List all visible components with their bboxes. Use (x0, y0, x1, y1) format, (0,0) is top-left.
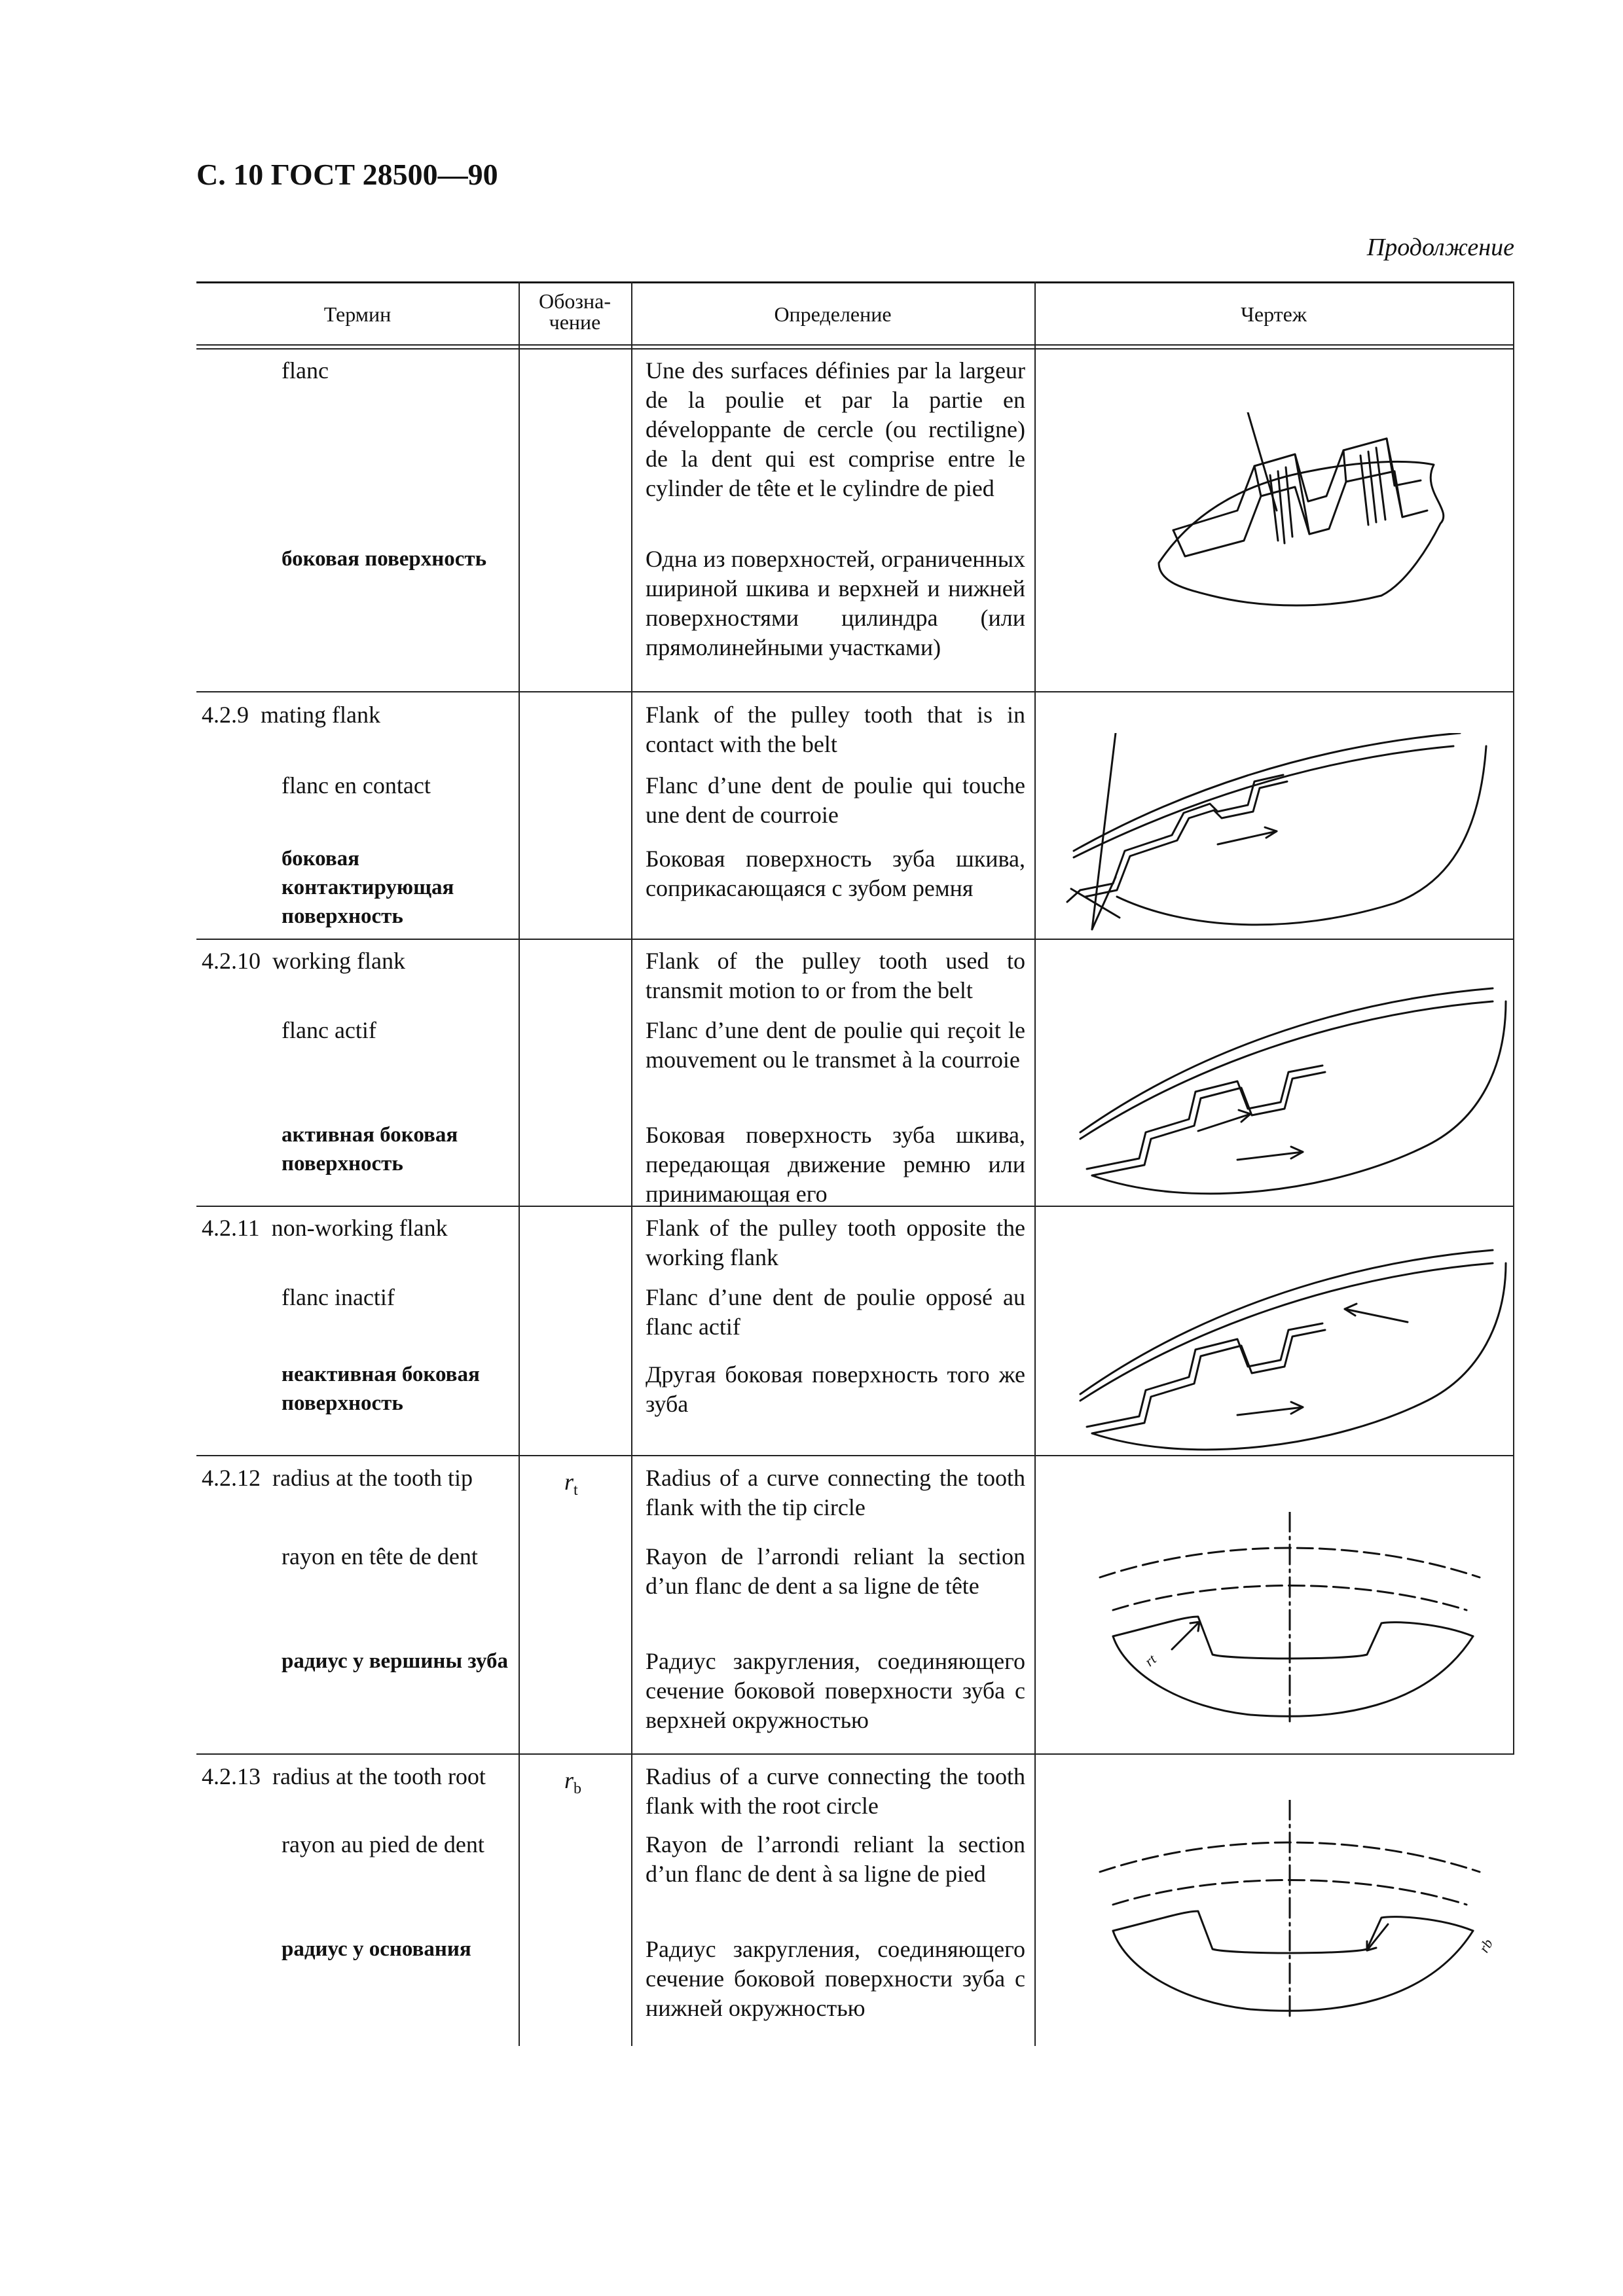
definition-ru: Одна из поверхностей, ограниченных шириной шкива и верхней и нижней поверхностями цилиндра (или прямолинейными участками) (646, 546, 1025, 660)
term-en: 4.2.11 non-working flank (202, 1215, 448, 1241)
col-header-definition: Определение (774, 302, 892, 326)
column-divider (519, 281, 520, 2046)
table-top-rule (196, 281, 1514, 283)
term-fr: flanc en contact (282, 772, 431, 798)
working-flank-drawing (1061, 975, 1512, 1198)
term-en: 4.2.10 working flank (202, 948, 405, 974)
continuation-label: Продолжение (1366, 234, 1514, 261)
definition-fr: Rayon de l’arrondi reliant la section d’un flanc de dent à sa ligne de pied (646, 1831, 1025, 1887)
column-divider (1034, 281, 1036, 2046)
definition-en: Radius of a curve connecting the tooth flank with the root circle (646, 1763, 1025, 1819)
definition-fr: Flanc d’une dent de poulie qui reçoit le mouvement ou le transmet à la courroie (646, 1017, 1025, 1073)
definition-fr: Rayon de l’arrondi reliant la section d’un flanc de dent a sa ligne de tête (646, 1543, 1025, 1599)
term-ru: активная боковая поверхность (282, 1123, 458, 1175)
row-divider (196, 1455, 1514, 1456)
col-header-symbol: Обозна- чение (538, 289, 611, 334)
definition-fr: Une des surfaces définies par la largeur de la poulie et par la partie en développante de cercle (ou rectiligne) de la dent qui est comprise entre le cylinder de tête et le cylindre de pied (646, 357, 1025, 501)
terms-table (196, 281, 1514, 2046)
col-header-term: Термин (323, 302, 392, 326)
term-en: 4.2.12 radius at the tooth tip (202, 1465, 473, 1491)
term-en: 4.2.13 radius at the tooth root (202, 1763, 486, 1789)
page-header: С. 10 ГОСТ 28500—90 (196, 158, 498, 191)
non-working-flank-drawing (1061, 1244, 1512, 1453)
symbol-rt: $r_t$ (564, 1469, 578, 1499)
definition-ru: Боковая поверхность зуба шкива, соприкасающаяся с зубом ремня (646, 846, 1025, 901)
header-rule (196, 344, 1514, 346)
definition-ru: Радиус закругления, соединяющего сечение боковой поверхности зуба с верхней окружностью (646, 1648, 1025, 1733)
term-fr: rayon au pied de dent (282, 1831, 484, 1857)
definition-en: Flank of the pulley tooth that is in contact with the belt (646, 702, 1025, 757)
term-ru: неактивная боковая поверхность (282, 1363, 480, 1415)
term-ru: боковая контактирующая поверхность (282, 847, 454, 928)
term-fr: flanc actif (282, 1017, 376, 1043)
definition-ru: Другая боковая поверхность того же зуба (646, 1361, 1025, 1417)
header-rule-double (196, 348, 1514, 350)
term-ru: радиус у вершины зуба (282, 1649, 509, 1673)
term-ru: боковая поверхность (282, 547, 487, 571)
definition-ru: Радиус закругления, соединяющего сечение боковой поверхности зуба с нижней окружностью (646, 1936, 1025, 2021)
row-divider (196, 1753, 1514, 1755)
column-divider (631, 281, 632, 2046)
definition-fr: Flanc d’une dent de poulie qui touche une dent de courroie (646, 772, 1025, 828)
root-radius-label: rb (1475, 1936, 1497, 1956)
definition-ru: Боковая поверхность зуба шкива, передающая движение ремню или принимающая его (646, 1122, 1025, 1207)
row-divider (196, 691, 1514, 692)
table-right-edge (1513, 281, 1514, 1753)
tip-radius-drawing (1087, 1512, 1493, 1728)
col-header-drawing: Чертеж (1241, 302, 1307, 326)
tip-radius-label: rt (1141, 1651, 1159, 1670)
root-radius-drawing (1087, 1800, 1497, 2022)
term-fr: rayon en tête de dent (282, 1543, 478, 1570)
definition-en: Flank of the pulley tooth used to transmit motion to or from the belt (646, 948, 1025, 1003)
definition-en: Radius of a curve connecting the tooth flank with the tip circle (646, 1465, 1025, 1520)
mating-flank-drawing (1054, 733, 1499, 942)
term-ru: радиус у основания (282, 1937, 471, 1961)
term-en: 4.2.9 mating flank (202, 702, 380, 728)
term-fr: flanc inactif (282, 1284, 395, 1310)
term-fr: flanc (282, 357, 329, 384)
symbol-rb: $r_b$ (564, 1767, 582, 1798)
definition-fr: Flanc d’une dent de poulie opposé au flanc actif (646, 1284, 1025, 1340)
definition-en: Flank of the pulley tooth opposite the working flank (646, 1215, 1025, 1270)
flank-drawing (1133, 412, 1473, 615)
